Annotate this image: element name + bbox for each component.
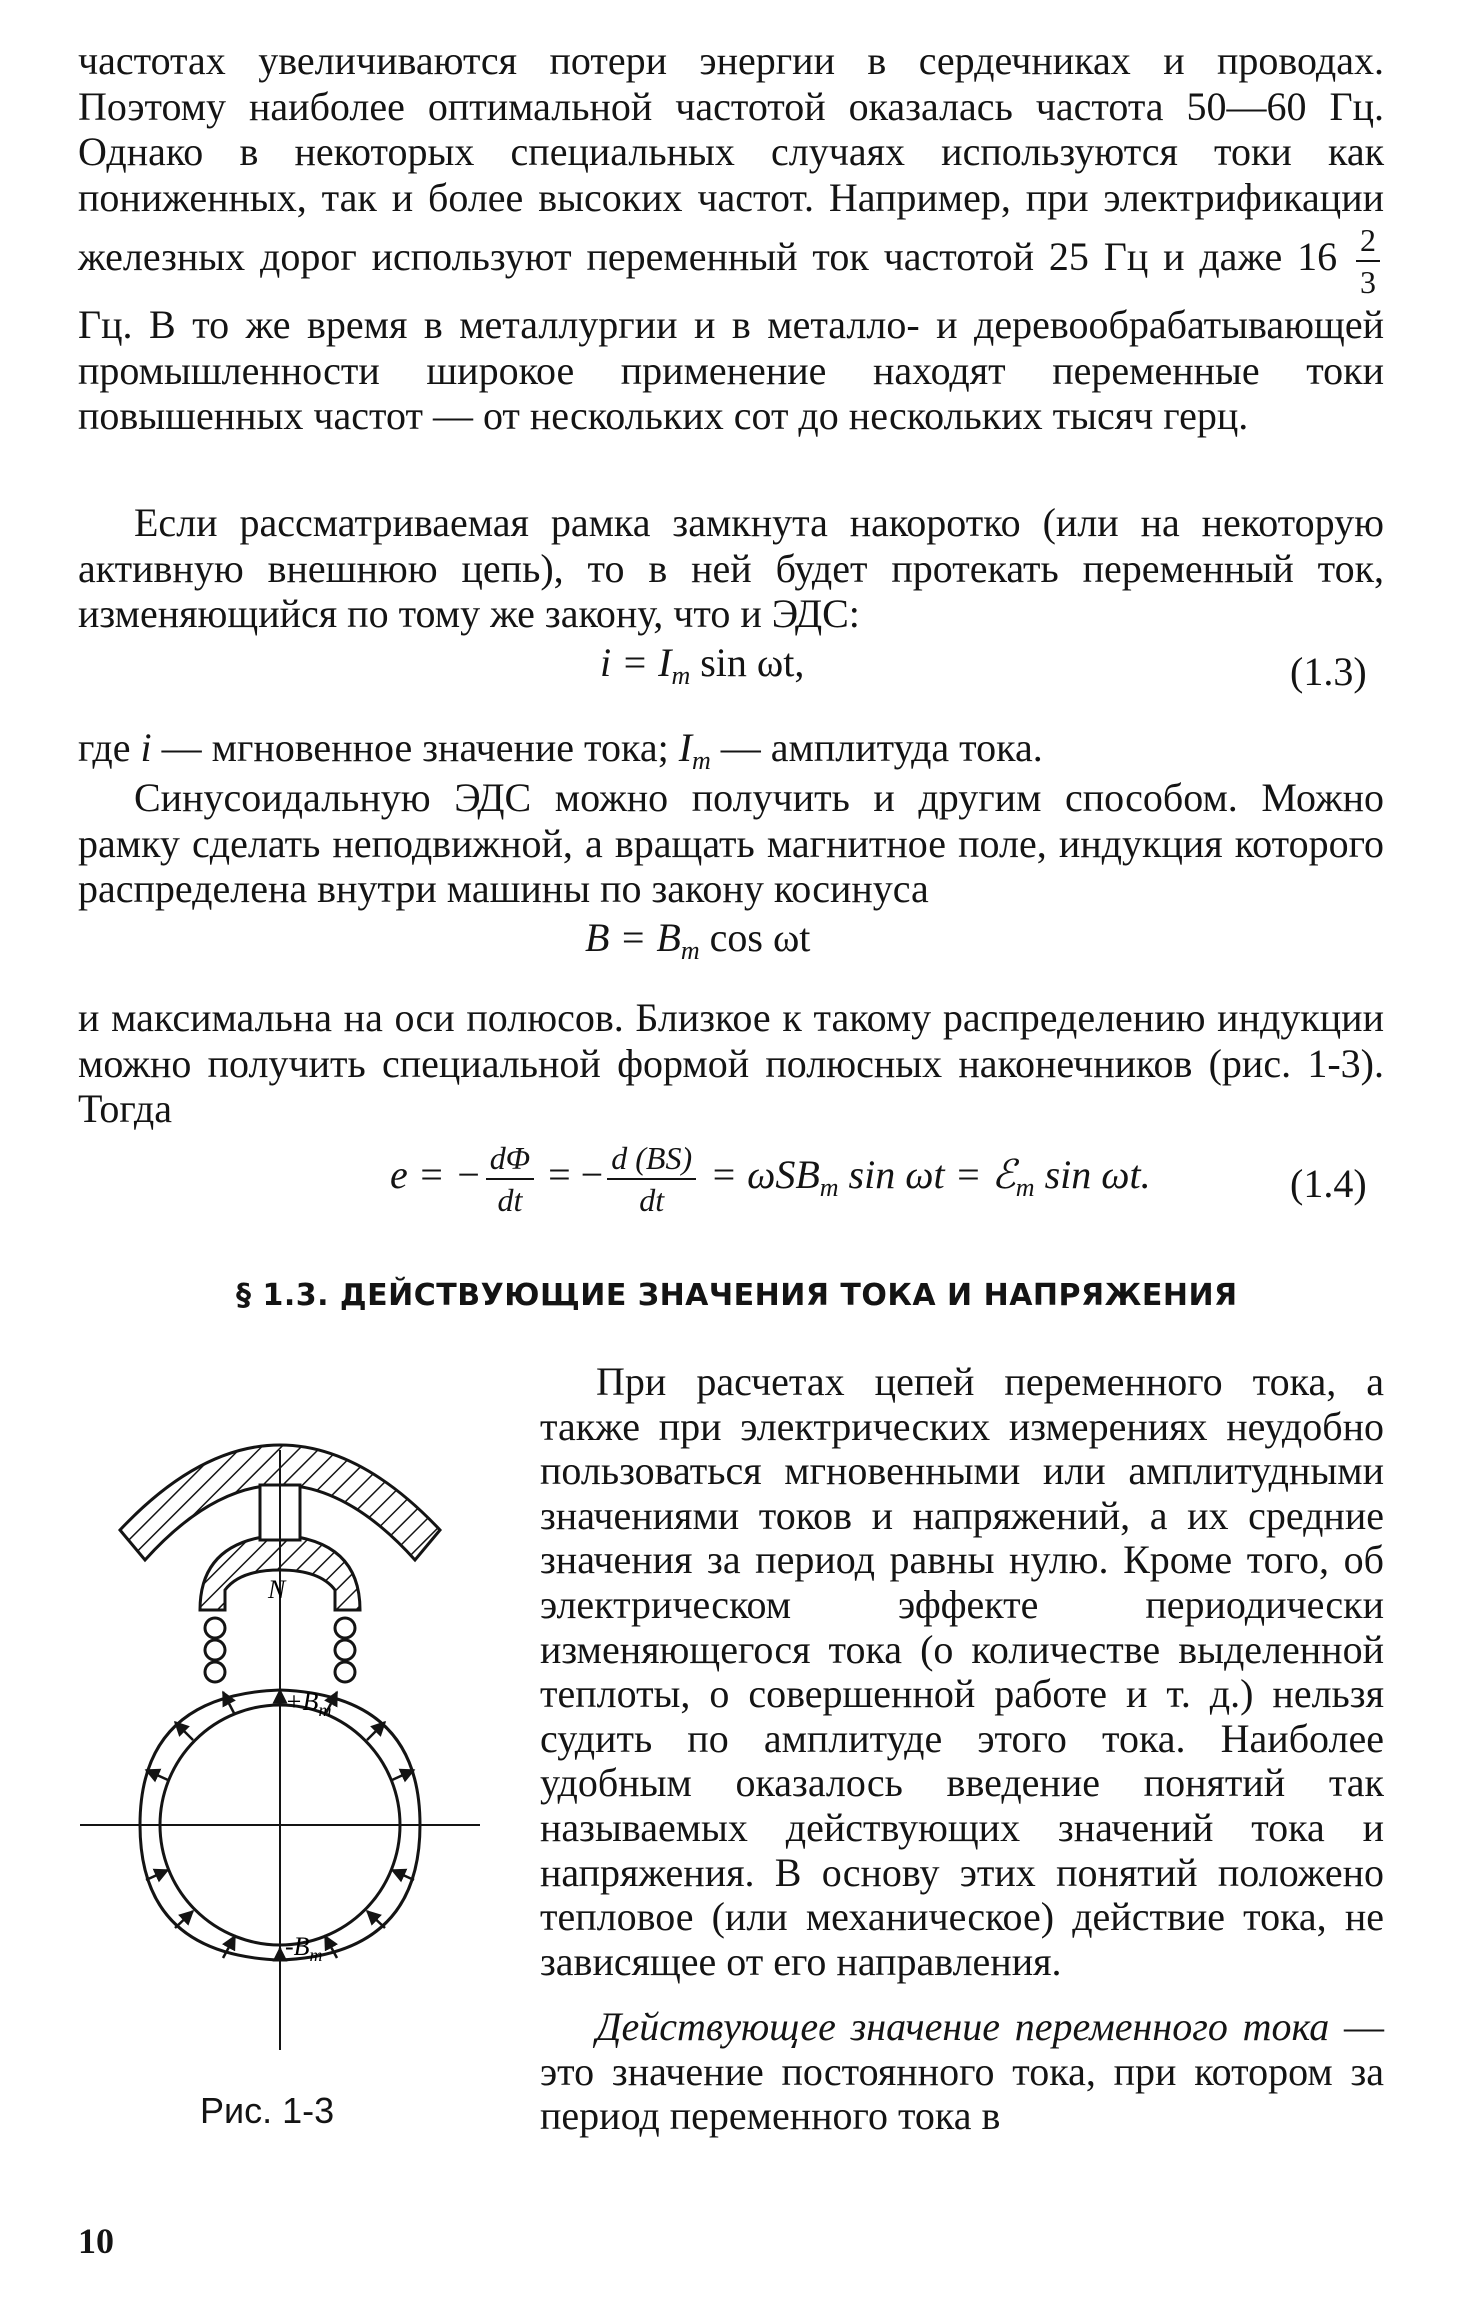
paragraph-7-italic: Действующее значение переменного тока xyxy=(596,2004,1330,2049)
paragraph-1-text: частотах увеличиваются потери энергии в сердечниках и проводах. Поэтому наиболее оптимальной частотой оказалась частота 50—60 Гц. Однако в некоторых специальных случаях используются токи как пониженных, так и более высоких частот. Например, при электрификации железных дорог используют переменный ток частотой 25 Гц и даже 16 xyxy=(78,38,1384,280)
formula-1-3-sub: m xyxy=(671,661,691,690)
formula-b-rhs: cos ωt xyxy=(699,915,811,960)
paragraph-3-b: — мгновенное значение тока; xyxy=(151,725,679,770)
paragraph-3-i: i xyxy=(140,725,152,770)
label-minus-bm-sub: m xyxy=(309,1945,323,1965)
label-minus-bm xyxy=(285,1932,323,1965)
coil-right xyxy=(335,1618,355,1682)
paragraph-3-a: где xyxy=(78,725,141,770)
frac1-den: dt xyxy=(497,1182,523,1218)
formula-b-sub: m xyxy=(680,936,700,965)
paragraph-1-text-end: Гц. В то же время в металлургии и в металло- и деревообрабатывающей промышленности широкое применение находят переменные токи повышенных частот — от нескольких сот до нескольких тысяч герц. xyxy=(78,302,1384,438)
formula-1-4-sub2: m xyxy=(1015,1173,1035,1203)
label-n: N xyxy=(268,1575,286,1604)
formula-1-4-e: e = − xyxy=(390,1152,482,1198)
equation-number-1-3: (1.3) xyxy=(1290,649,1367,694)
paragraph-6: При расчетах цепей переменного тока, а также при электрических измерениях неудобно пользоваться мгновенными или амплитудными значениями токов и напряжений, а их средние значения за период равны нулю. Кроме того, об электрическом эффекте периодически изменяющегося тока (о количестве выделенной теплоты, о совершенной работе и т. д.) нельзя судить по амплитуде этого тока. Наиболее удобным оказалось введение понятий так называемых действующих значений тока и напряжения. В основу этих понятий положено тепловое (или механическое) действие тока, не зависящее от его направления. xyxy=(540,1359,1384,1984)
formula-b-cos xyxy=(585,915,810,974)
fraction-numerator: 2 xyxy=(1356,220,1380,262)
formula-1-4-rhs2: sin ωt = ℰ xyxy=(838,1152,1016,1198)
formula-1-3 xyxy=(600,640,804,699)
page-number: 10 xyxy=(78,2221,114,2261)
formula-1-4-mid: = − xyxy=(538,1152,604,1198)
fraction-denominator: 3 xyxy=(1360,264,1376,300)
label-plus-bm xyxy=(285,1687,331,1720)
formula-1-4 xyxy=(390,1138,1151,1220)
frac2-den: dt xyxy=(639,1182,665,1218)
paragraph-5: и максимальна на оси полюсов. Близкое к такому распределению индукции можно получить специальной формой полюсных наконечников (рис. 1-3). Тогда xyxy=(78,995,1384,1131)
equation-number-1-4: (1.4) xyxy=(1290,1161,1367,1206)
paragraph-7 xyxy=(540,2005,1384,2139)
section-heading: § 1.3. ДЕЙСТВУЮЩИЕ ЗНАЧЕНИЯ ТОКА И НАПРЯЖЕНИЯ xyxy=(236,1278,1238,1313)
fraction-two-thirds xyxy=(1356,220,1380,302)
paragraph-1 xyxy=(78,38,1384,439)
paragraph-2: Если рассматриваемая рамка замкнута накоротко (или на некоторую активную внешнюю цепь), то в ней будет протекать переменный ток, изменяющийся по тому же закону, что и ЭДС: xyxy=(78,500,1384,636)
formula-1-4-frac2 xyxy=(607,1138,696,1220)
paragraph-7-rest: — это значение постоянного тока, при котором за период переменного тока в xyxy=(540,2004,1385,2139)
frac1-num: dΦ xyxy=(486,1138,534,1180)
paragraph-4: Синусоидальную ЭДС можно получить и другим способом. Можно рамку сделать неподвижной, а вращать магнитное поле, индукция которого распределена внутри машины по закону косинуса xyxy=(78,775,1384,911)
formula-1-4-rhs3: sin ωt. xyxy=(1034,1152,1151,1198)
figure-caption: Рис. 1-3 xyxy=(200,2090,335,2131)
frac2-num: d (BS) xyxy=(607,1138,696,1180)
label-minus-bm-main: -B xyxy=(285,1932,310,1961)
formula-1-3-rhs: sin ωt, xyxy=(690,640,805,685)
formula-1-4-frac1 xyxy=(486,1138,534,1220)
figure-pole-field-diagram xyxy=(80,1370,480,2070)
label-plus-bm-main: +B xyxy=(285,1687,319,1716)
formula-1-4-sub1: m xyxy=(819,1173,839,1203)
formula-b-lhs: B = B xyxy=(585,915,681,960)
label-plus-bm-sub: m xyxy=(318,1700,332,1720)
formula-1-4-rhs1: = ωSB xyxy=(700,1152,820,1198)
paragraph-3-im: I xyxy=(678,725,693,770)
paragraph-3-im-sub: m xyxy=(692,746,711,775)
coil-left xyxy=(205,1618,225,1682)
formula-1-3-lhs: i = I xyxy=(600,640,672,685)
paragraph-3-c: — амплитуда тока. xyxy=(710,725,1043,770)
